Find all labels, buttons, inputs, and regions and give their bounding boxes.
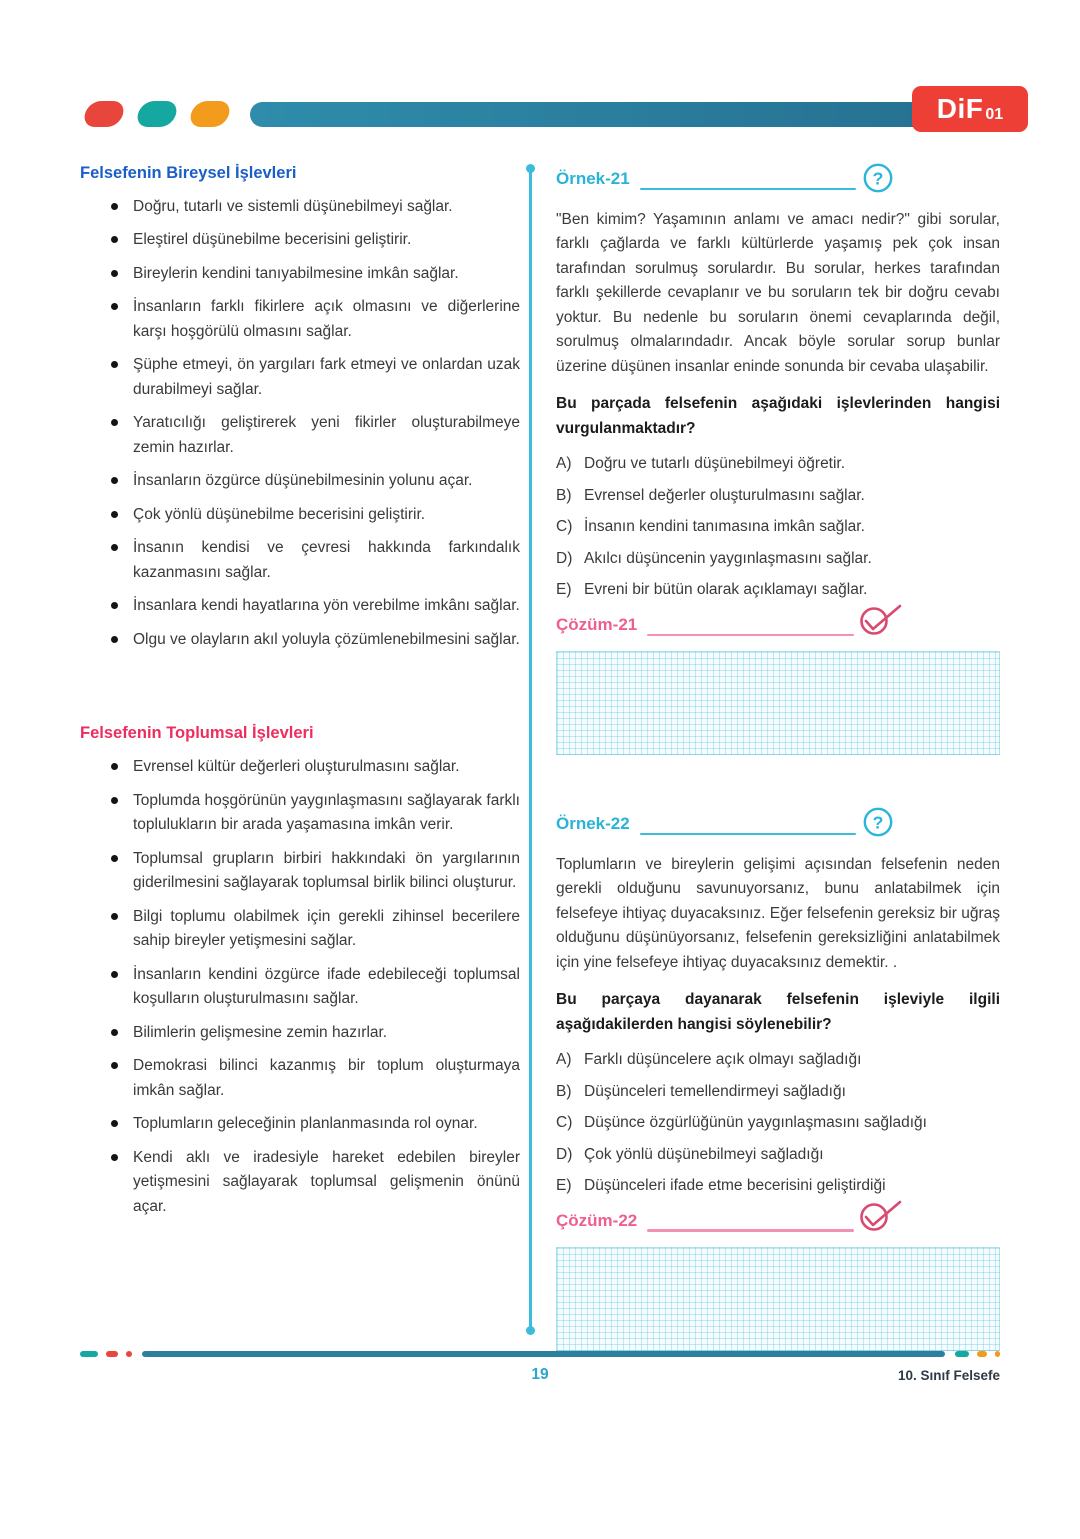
answer-option <box>556 484 1000 508</box>
section-individual-functions <box>80 164 520 652</box>
bullet-dot-icon <box>111 511 118 518</box>
list-item <box>80 905 520 954</box>
footer-meta <box>0 1366 1080 1390</box>
bullet-text: Bilgi toplumu olabilmek için gerekli zihinsel becerilere sahip bireyler yetişmesini sağlar. <box>133 907 520 950</box>
bullet-dot-icon <box>111 636 118 643</box>
bullet-text: Bireylerin kendini tanıyabilmesine imkân sağlar. <box>133 264 459 282</box>
bullet-text: Demokrasi bilinci kazanmış bir toplum oluşturmaya imkân sağlar. <box>133 1057 520 1099</box>
answer-option <box>556 547 1000 571</box>
answer-option <box>556 515 1000 539</box>
solution-underline <box>647 1229 854 1232</box>
svg-text:?: ? <box>872 168 884 189</box>
question-mark-icon <box>862 162 894 199</box>
footer-dash-teal-right <box>955 1351 969 1357</box>
option-text: Doğru ve tutarlı düşünebilmeyi öğretir. <box>584 455 846 473</box>
deco-shape-teal <box>135 101 179 127</box>
list-item <box>80 1054 520 1103</box>
example-question: Bu parçaya dayanarak felsefenin işleviyle ilgili aşağıdakilerden hangisi söylenebilir? <box>556 991 1000 1033</box>
bullet-text: İnsanların özgürce düşünebilmesinin yolunu açar. <box>133 472 473 490</box>
list-item <box>80 628 520 652</box>
bullet-text: Çok yönlü düşünebilme becerisini geliştirir. <box>133 505 426 523</box>
svg-text:?: ? <box>872 812 884 833</box>
list-item <box>80 469 520 493</box>
bullet-dot-icon <box>111 1154 118 1161</box>
bullet-dot-icon <box>111 361 118 368</box>
solution-header <box>556 610 904 646</box>
bullet-dot-icon <box>111 477 118 484</box>
section-social-functions <box>80 724 520 1219</box>
option-letter: E) <box>556 581 572 599</box>
section-title: Felsefenin Bireysel İşlevleri <box>80 164 297 182</box>
option-letter: A) <box>556 1051 572 1069</box>
section-title: Felsefenin Toplumsal İşlevleri <box>80 724 314 743</box>
list-item <box>80 536 520 585</box>
option-letter: D) <box>556 549 573 567</box>
solution-label: Çözüm-22 <box>556 1210 638 1230</box>
bullet-dot-icon <box>111 797 118 804</box>
example-paragraph: "Ben kimim? Yaşamının anlamı ve amacı nedir?" gibi sorular, farklı çağlarda ve farklı kültürlerde yaşamış pek çok insan tarafından sorulmuş sorulardır. Bu sorular, herkes tarafından farklı şekillerde cevaplanır ve bu soruların tek bir doğru cevabı yoktur. Bu nedenle bu soruların önemi cevaplarında değil, sorulmuş olmalarındadır. Ancak böyle sorular sorup bunlar üzerine düşünen insanlar eninde sonunda bir cevaba ulaşabilir. <box>556 211 1000 375</box>
bullet-text: Doğru, tutarlı ve sistemli düşünebilmeyi sağlar. <box>133 198 453 215</box>
list-item <box>80 295 520 344</box>
page-number: 19 <box>531 1365 549 1383</box>
solution-grid <box>556 651 1000 755</box>
footer-dash-teal <box>80 1351 98 1357</box>
bullet-text: Kendi aklı ve iradesiyle hareket edebilen bireyler yetişmesini sağlayarak toplumsal gelişmenin önünü açar. <box>133 1148 520 1215</box>
bullet-dot-icon <box>111 602 118 609</box>
answer-option <box>556 1111 1000 1135</box>
option-letter: B) <box>556 1082 572 1100</box>
bullet-dot-icon <box>111 1062 118 1069</box>
answer-option <box>556 1048 1000 1072</box>
solution-label: Çözüm-21 <box>556 614 638 634</box>
option-text: Düşünceleri ifade etme becerisini geliştirdiği <box>584 1177 886 1195</box>
main-content <box>80 164 1000 1351</box>
bullet-dot-icon <box>111 855 118 862</box>
bullet-dot-icon <box>111 763 118 770</box>
solution-header <box>556 1206 904 1242</box>
bullet-text: İnsanın kendisi ve çevresi hakkında farkındalık kazanmasını sağlar. <box>133 539 520 581</box>
list-item <box>80 1146 520 1219</box>
list-item <box>80 353 520 402</box>
list-item <box>80 195 520 219</box>
bullet-dot-icon <box>111 270 118 277</box>
option-letter: E) <box>556 1177 572 1195</box>
list-item <box>80 411 520 460</box>
example-question: Bu parçada felsefenin aşağıdaki işlevlerinden hangisi vurgulanmaktadır? <box>556 395 1000 437</box>
answer-option <box>556 578 1000 602</box>
bullet-text: Yaratıcılığı geliştirerek yeni fikirler oluşturabilmeye zemin hazırlar. <box>133 414 520 456</box>
list-item <box>80 594 520 618</box>
answer-option <box>556 1080 1000 1104</box>
list-item <box>80 262 520 286</box>
page-footer <box>0 1351 1080 1390</box>
example-22 <box>556 809 1000 1351</box>
bullet-text: Olgu ve olayların akıl yoluyla çözümlenebilmesini sağlar. <box>133 630 520 648</box>
solution-grid <box>556 1247 1000 1351</box>
dif-badge <box>912 86 1028 132</box>
bullet-dot-icon <box>111 203 118 210</box>
deco-shapes <box>85 101 229 127</box>
example-header <box>556 809 894 845</box>
example-underline <box>640 833 856 836</box>
bullet-dot-icon <box>111 303 118 310</box>
option-letter: D) <box>556 1145 573 1163</box>
list-item <box>80 1021 520 1045</box>
bullet-dot-icon <box>111 419 118 426</box>
right-column <box>556 164 1000 1351</box>
bullet-text: Toplumsal grupların birbiri hakkındaki ön yargılarının giderilmesini sağlayarak toplumsal birlik bilinci oluşturur. <box>133 849 520 892</box>
bullet-dot-icon <box>111 913 118 920</box>
option-letter: C) <box>556 518 573 536</box>
bullet-text: Evrensel kültür değerleri oluşturulmasını sağlar. <box>133 758 460 776</box>
option-text: Evreni bir bütün olarak açıklamayı sağlar. <box>584 581 868 599</box>
option-letter: C) <box>556 1114 573 1132</box>
list-item <box>80 847 520 896</box>
option-text: Düşünce özgürlüğünün yaygınlaşmasını sağladığı <box>584 1114 927 1132</box>
bullet-list <box>80 195 520 652</box>
list-item <box>80 755 520 779</box>
bullet-dot-icon <box>111 1120 118 1127</box>
footer-dash-red-small <box>126 1351 132 1357</box>
deco-shape-red <box>82 101 126 127</box>
option-letter: B) <box>556 486 572 504</box>
example-label: Örnek-21 <box>556 169 630 188</box>
footer-rule <box>0 1351 1080 1357</box>
footer-dash-orange-small <box>995 1351 1000 1357</box>
bullet-text: İnsanların farklı fikirlere açık olmasını ve diğerlerine karşı hoşgörülü olmasını sağlar. <box>133 298 520 340</box>
header-bar <box>250 102 1002 127</box>
option-text: Düşünceleri temellendirmeyi sağladığı <box>584 1082 846 1100</box>
bullet-text: Bilimlerin gelişmesine zemin hazırlar. <box>133 1023 388 1041</box>
example-underline <box>640 188 856 191</box>
checkmark-icon <box>858 1199 904 1238</box>
question-mark-icon <box>862 806 894 843</box>
list-item <box>80 1112 520 1136</box>
footer-dash-orange <box>977 1351 987 1357</box>
footer-dash-red <box>106 1351 118 1357</box>
answer-option <box>556 1174 1000 1198</box>
bullet-text: Toplumların geleceğinin planlanmasında rol oynar. <box>133 1115 478 1133</box>
bullet-text: Toplumda hoşgörünün yaygınlaşmasını sağlayarak farklı toplulukların bir arada yaşamasına imkân verir. <box>133 791 520 834</box>
options-list <box>556 1048 1000 1198</box>
dif-badge-number: 01 <box>985 106 1004 123</box>
column-divider-line <box>529 168 532 1331</box>
answer-option <box>556 452 1000 476</box>
bullet-list <box>80 755 520 1219</box>
option-text: Evrensel değerler oluşturulmasını sağlar. <box>584 486 865 504</box>
option-text: Çok yönlü düşünebilmeyi sağladığı <box>584 1145 824 1163</box>
bullet-text: İnsanlara kendi hayatlarına yön verebilme imkânı sağlar. <box>133 597 520 615</box>
bullet-dot-icon <box>111 544 118 551</box>
dif-badge-label: DiF <box>936 93 984 124</box>
deco-shape-orange <box>188 101 232 127</box>
solution-underline <box>647 634 854 637</box>
example-header <box>556 164 894 200</box>
list-item <box>80 789 520 838</box>
example-label: Örnek-22 <box>556 813 630 833</box>
list-item <box>80 228 520 252</box>
options-list <box>556 452 1000 602</box>
left-column <box>80 164 520 1351</box>
bullet-dot-icon <box>111 971 118 978</box>
option-letter: A) <box>556 455 572 473</box>
footer-course-label: 10. Sınıf Felsefe <box>897 1367 1000 1383</box>
bullet-dot-icon <box>111 236 118 243</box>
list-item <box>80 503 520 527</box>
bullet-text: Şüphe etmeyi, ön yargıları fark etmeyi ve onlardan uzak durabilmeyi sağlar. <box>133 356 520 398</box>
option-text: İnsanın kendini tanımasına imkân sağlar. <box>584 518 865 536</box>
example-21 <box>556 164 1000 755</box>
footer-bar <box>142 1351 945 1357</box>
bullet-text: Eleştirel düşünebilme becerisini geliştirir. <box>133 231 412 249</box>
option-text: Akılcı düşüncenin yaygınlaşmasını sağlar. <box>584 549 872 567</box>
option-text: Farklı düşüncelere açık olmayı sağladığı <box>584 1051 862 1069</box>
bullet-text: İnsanların kendini özgürce ifade edebileceği toplumsal koşulların oluşturulmasını sağlar. <box>133 965 520 1008</box>
page-header <box>85 92 1028 138</box>
answer-option <box>556 1143 1000 1167</box>
example-paragraph: Toplumların ve bireylerin gelişimi açısından felsefenin neden gerekli olduğunu savunuyorsanız, bunu anlatabilmek için felsefeye ihtiyaç duyacaksınız. Eğer felsefenin gereksiz bir uğraş olduğunu düşünüyorsanız, felsefenin gereksizliğini anlatabilmek için yine felsefeye ihtiyaç duyacaksınız demektir. . <box>556 855 1000 971</box>
checkmark-icon <box>858 603 904 642</box>
list-item <box>80 963 520 1012</box>
bullet-dot-icon <box>111 1029 118 1036</box>
